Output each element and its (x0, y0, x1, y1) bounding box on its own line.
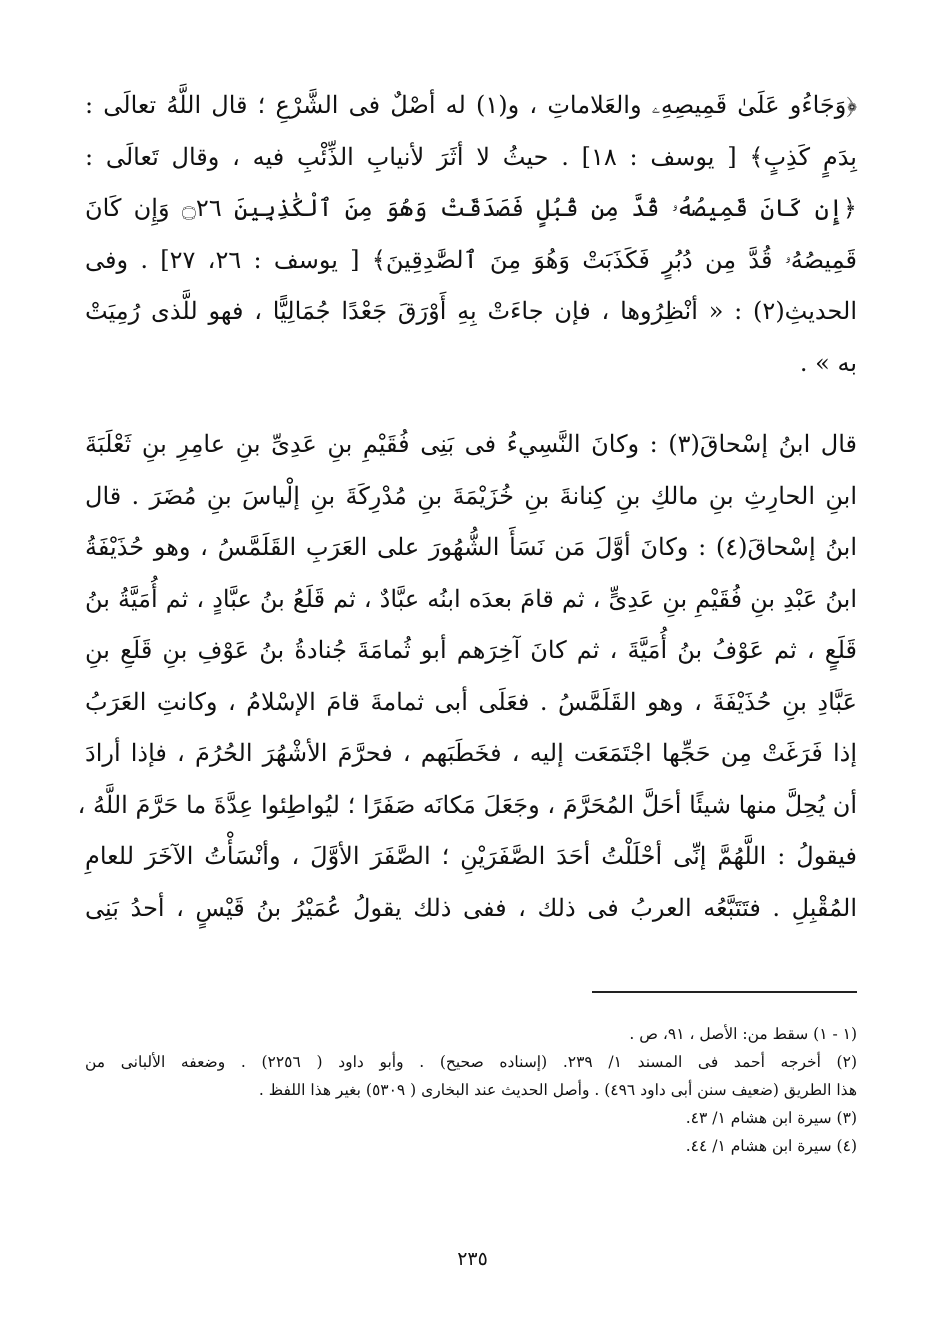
text-line: ﴿وَجَاءُو عَلَىٰ قَمِيصِهِۦ والعَلاماتِ ، و(١) له أصْلٌ فى الشَّرْعِ ؛ قال اللَّهُ تعالَى : (85, 91, 857, 119)
footnote-separator (592, 991, 857, 993)
text-line: أن يُحِلَّ منها شيئًا أحَلَّ المُحَرَّمَ ، وجَعَلَ مَكانَه صَفَرًا ؛ ليُواطِئوا عِدَّةَ ما حَرَّمَ اللَّهُ ، (77, 790, 857, 819)
footnote: (٢) أخرجه أحمد فى المسند ١/ ٢٣٩. (إسناده صحيح) . وأبو داود ( ٢٢٥٦) . وضعفه الألبانى من (85, 1053, 857, 1071)
text-line: به » . (799, 348, 857, 377)
text-line: قَلَعٍ ، ثم عَوْفُ بنُ أُمَيَّةَ ، ثم كانَ آخِرَهم أبو ثُمامَةَ جُنادةُ بنُ عَوْفِ بنِ قَلَعِ بنِ (85, 636, 857, 664)
text-line: ابنُ إسْحاقَ(٤) : وكانَ أوَّلَ مَن نَسَأَ الشُّهُورَ على العَرَبِ القَلَمَّسُ ، وهو حُذَيْفَةُ (85, 533, 858, 561)
footnote: (٣) سيرة ابن هشام ١/ ٤٣. (685, 1109, 857, 1127)
paragraph-gap (85, 389, 857, 419)
text-line: قَمِيصُهُۥ قُدَّ مِن دُبُرٍ فَكَذَبَتْ وَهُوَ مِنَ ٱلصَّٰدِقِينَ﴾ [ يوسف : ٢٦، ٢٧] . وفى (85, 245, 857, 274)
text-line: فيقولُ : اللَّهُمَّ إنِّى أحْلَلْتُ أحَدَ الصَّفَرَيْنِ ؛ الصَّفَرَ الأوَّلَ ، وأنْسَأْتُ الآخَرَ للعامِ (85, 842, 857, 870)
page-number: ٢٣٥ (457, 1248, 488, 1270)
text-line: قال ابنُ إسْحاقَ(٣) : وكانَ النَّسِيءُ فى بَنِى فُقَيْمِ بنِ عَدِىِّ بنِ عامِرِ بنِ ثَعْلَبَةَ (85, 430, 857, 458)
main-text (77, 80, 858, 934)
footnote: (٤) سيرة ابن هشام ١/ ٤٤. (685, 1137, 857, 1155)
text-line: المُقْبِلِ . فتَتَبَّعُه العربُ فى ذلك ، ففى ذلك يقولُ عُمَيْرُ بنُ قَيْسٍ ، أحدُ بَنِى (85, 893, 857, 922)
footnotes (85, 1020, 857, 1160)
text-line: بِدَمٍ كَذِبٍ﴾ [ يوسف : ١٨] . حيثُ لا أثَرَ لأنيابِ الذِّئْبِ فيه ، وقال تَعالَى : (85, 142, 857, 171)
text-line: ابنِ الحارِثِ بنِ مالكِ بنِ كِنانةَ بنِ خُزَيْمَةَ بنِ مُدْرِكَةَ بنِ إلْياسَ بنِ مُضَرَ . قال (85, 481, 857, 510)
text-line: ﴿إِن كَانَ قَمِيصُهُۥ قُدَّ مِن قُبُلٍ فَصَدَقَتْ وَهُوَ مِنَ ٱلْكَٰذِبِينَ ۝٢٦ وَإِن كَانَ (85, 194, 857, 222)
footnote: (١ - ١) سقط من: الأصل ، ٩١، ص . (629, 1025, 857, 1043)
text-line: عَبَّادِ بنِ حُذَيْفَةَ ، وهو القَلَمَّسُ . فعَلَى أبى ثمامةَ قامَ الإسْلامُ ، وكانتِ العَرَبُ (85, 687, 857, 716)
text-line: الحديثِ(٢) : « أنْظِرُوها ، فإن جاءَتْ بِهِ أَوْرَقَ جَعْدًا جُمَالِيًّا ، فهو للَّذى رُمِيَتْ (85, 297, 857, 325)
text-line: إذا فَرَغَتْ مِن حَجِّها اجْتَمَعَت إليه ، فخَطَبَهم ، فحرَّمَ الأشْهُرَ الحُرُمَ ، فإذا أرادَ (85, 739, 857, 767)
footnote-continuation: هذا الطريق (ضعيف سنن أبى داود ٤٩٦) . وأصل الحديث عند البخارى ( ٥٣٠٩) بغير هذا اللفظ . (258, 1081, 857, 1099)
text-line: ابنُ عَبْدِ بنِ فُقَيْمِ بنِ عَدِىٍّ ، ثم قامَ بعدَه ابنُه عبَّادٌ ، ثم قَلَعُ بنُ عبَّادٍ ، ثم أُمَيَّةُ بنُ (85, 584, 857, 613)
